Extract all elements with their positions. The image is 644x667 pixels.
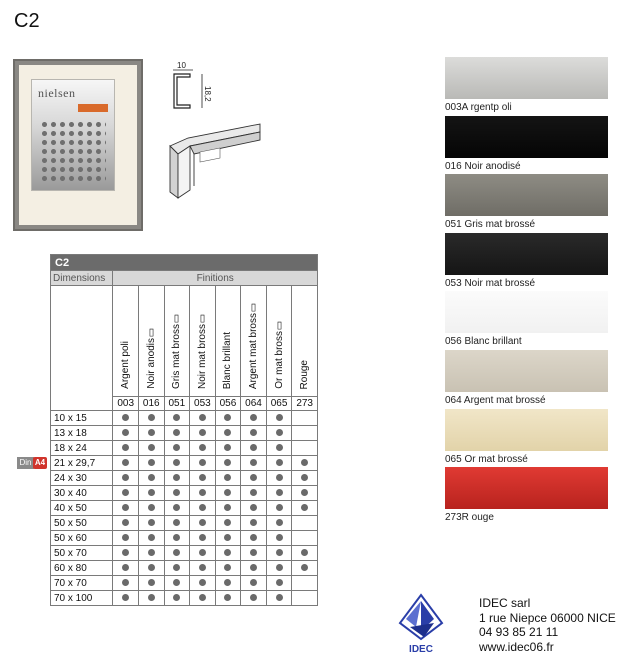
availability-cell (241, 501, 267, 516)
available-dot-icon (224, 474, 231, 481)
available-dot-icon (250, 489, 257, 496)
company-address: 1 rue Niepce 06000 NICE (479, 610, 616, 625)
availability-cell (190, 501, 216, 516)
available-dot-icon (173, 549, 180, 556)
available-dot-icon (250, 414, 257, 421)
available-dot-icon (199, 414, 206, 421)
page-title: C2 (14, 10, 40, 32)
availability-cell (241, 591, 267, 606)
available-dot-icon (122, 579, 129, 586)
availability-cell (138, 426, 164, 441)
frame-picture (31, 79, 115, 191)
availability-cell (113, 576, 139, 591)
available-dot-icon (250, 474, 257, 481)
availability-cell (266, 516, 292, 531)
available-dot-icon (173, 519, 180, 526)
available-dot-icon (224, 549, 231, 556)
finish-name-header (138, 286, 164, 397)
available-dot-icon (301, 474, 308, 481)
availability-cell (138, 471, 164, 486)
available-dot-icon (301, 459, 308, 466)
available-dot-icon (148, 489, 155, 496)
size-cell: 13 x 18 (51, 426, 113, 441)
availability-cell (215, 501, 241, 516)
availability-table (50, 254, 318, 606)
width-dim-label: 10 (177, 61, 186, 70)
availability-cell (292, 576, 318, 591)
availability-cell (266, 501, 292, 516)
availability-cell (164, 501, 190, 516)
availability-cell (292, 411, 318, 426)
size-cell: 70 x 100 (51, 591, 113, 606)
finish-swatch-label: 003A rgentp oli (445, 102, 512, 113)
availability-cell (215, 426, 241, 441)
availability-cell (190, 426, 216, 441)
availability-cell (113, 456, 139, 471)
availability-cell (190, 486, 216, 501)
availability-cell (266, 471, 292, 486)
availability-cell (138, 441, 164, 456)
availability-cell (215, 516, 241, 531)
profile-drawing (160, 58, 265, 203)
availability-cell (266, 426, 292, 441)
available-dot-icon (148, 429, 155, 436)
available-dot-icon (148, 594, 155, 601)
availability-cell (241, 486, 267, 501)
availability-cell (215, 546, 241, 561)
available-dot-icon (122, 489, 129, 496)
availability-cell (164, 531, 190, 546)
availability-cell (164, 456, 190, 471)
availability-cell (241, 531, 267, 546)
finish-name-header (190, 286, 216, 397)
available-dot-icon (276, 519, 283, 526)
available-dot-icon (250, 459, 257, 466)
availability-cell (138, 576, 164, 591)
finish-name-header (241, 286, 267, 397)
available-dot-icon (224, 504, 231, 511)
availability-cell (241, 471, 267, 486)
available-dot-icon (276, 474, 283, 481)
availability-cell (113, 426, 139, 441)
available-dot-icon (199, 444, 206, 451)
availability-cell (292, 441, 318, 456)
availability-cell (190, 516, 216, 531)
available-dot-icon (301, 489, 308, 496)
table-row (51, 471, 318, 486)
available-dot-icon (148, 579, 155, 586)
availability-cell (266, 561, 292, 576)
table-row (51, 501, 318, 516)
available-dot-icon (122, 414, 129, 421)
finish-name: Noir anodis▯ (145, 327, 157, 389)
availability-cell (113, 486, 139, 501)
size-cell: 40 x 50 (51, 501, 113, 516)
available-dot-icon (199, 594, 206, 601)
availability-cell (292, 456, 318, 471)
finish-code: 003 (113, 397, 139, 411)
finish-swatch-label: 016 Noir anodisé (445, 160, 521, 172)
availability-cell (190, 456, 216, 471)
finish-name-header (215, 286, 241, 397)
availability-cell (292, 426, 318, 441)
availability-cell (138, 561, 164, 576)
finish-name-header (113, 286, 139, 397)
finish-name: Argent poli (120, 341, 132, 389)
available-dot-icon (224, 564, 231, 571)
finish-swatch (445, 291, 608, 333)
available-dot-icon (224, 534, 231, 541)
available-dot-icon (250, 429, 257, 436)
finish-swatch-label: 051 Gris mat brossé (445, 219, 536, 231)
idec-logo (398, 593, 444, 655)
available-dot-icon (301, 564, 308, 571)
finish-name: Rouge (299, 359, 311, 389)
availability-cell (190, 561, 216, 576)
availability-cell (215, 576, 241, 591)
availability-cell (113, 561, 139, 576)
height-dim-label: 18,2 (203, 86, 212, 102)
availability-cell (241, 426, 267, 441)
size-cell: 18 x 24 (51, 441, 113, 456)
available-dot-icon (199, 579, 206, 586)
availability-cell (190, 471, 216, 486)
available-dot-icon (173, 459, 180, 466)
available-dot-icon (148, 459, 155, 466)
finish-code: 051 (164, 397, 190, 411)
size-cell: 60 x 80 (51, 561, 113, 576)
finish-names-row (51, 286, 318, 397)
available-dot-icon (199, 549, 206, 556)
available-dot-icon (122, 549, 129, 556)
table-row (51, 576, 318, 591)
available-dot-icon (148, 414, 155, 421)
available-dot-icon (224, 594, 231, 601)
available-dot-icon (122, 519, 129, 526)
available-dot-icon (148, 534, 155, 541)
finish-name: Gris mat bross▯ (171, 312, 183, 389)
availability-cell (164, 561, 190, 576)
availability-cell (266, 531, 292, 546)
available-dot-icon (173, 414, 180, 421)
finish-code: 065 (266, 397, 292, 411)
available-dot-icon (199, 564, 206, 571)
available-dot-icon (173, 504, 180, 511)
availability-cell (113, 546, 139, 561)
finish-swatch-label: 065 Or mat brossé (445, 453, 528, 465)
availability-cell (292, 516, 318, 531)
availability-cell (292, 471, 318, 486)
available-dot-icon (276, 444, 283, 451)
availability-cell (215, 591, 241, 606)
available-dot-icon (276, 534, 283, 541)
availability-cell (241, 456, 267, 471)
finish-name-header (266, 286, 292, 397)
available-dot-icon (148, 444, 155, 451)
table-row (51, 561, 318, 576)
din-a4-badge (17, 457, 47, 469)
available-dot-icon (224, 519, 231, 526)
company-name: IDEC sarl (479, 596, 531, 610)
availability-cell (164, 486, 190, 501)
availability-cell (113, 411, 139, 426)
table-row (51, 531, 318, 546)
profile-corner-3d (170, 124, 260, 198)
available-dot-icon (199, 504, 206, 511)
availability-cell (138, 456, 164, 471)
finish-swatch-label: 064 Argent mat brossé (445, 395, 546, 406)
table-name: C2 (51, 255, 318, 271)
company-info (479, 596, 616, 654)
available-dot-icon (122, 459, 129, 466)
availability-cell (215, 441, 241, 456)
availability-cell (138, 501, 164, 516)
available-dot-icon (250, 579, 257, 586)
table-row (51, 546, 318, 561)
availability-cell (138, 531, 164, 546)
availability-cell (241, 546, 267, 561)
availability-cell (241, 561, 267, 576)
available-dot-icon (122, 444, 129, 451)
company-website: www.idec06.fr (479, 639, 554, 654)
availability-cell (138, 591, 164, 606)
availability-cell (164, 576, 190, 591)
availability-cell (266, 546, 292, 561)
finish-name: Noir mat bross▯ (196, 312, 208, 389)
availability-cell (113, 591, 139, 606)
availability-cell (266, 411, 292, 426)
availability-cell (215, 531, 241, 546)
availability-cell (164, 591, 190, 606)
availability-cell (241, 441, 267, 456)
finish-swatch (445, 57, 608, 99)
finish-swatch-label: 053 Noir mat brossé (445, 277, 536, 289)
dimensions-header: Dimensions (51, 271, 113, 286)
finish-code: 064 (241, 397, 267, 411)
finish-swatch-label: 056 Blanc brillant (445, 336, 522, 348)
available-dot-icon (250, 564, 257, 571)
available-dot-icon (301, 549, 308, 556)
available-dot-icon (173, 534, 180, 541)
finish-swatch-label: 273R ouge (445, 512, 494, 524)
available-dot-icon (276, 429, 283, 436)
table-subheader-row (51, 271, 318, 286)
size-cell: 50 x 70 (51, 546, 113, 561)
availability-cell (113, 516, 139, 531)
size-cell: 21 x 29,7 (51, 456, 113, 471)
finish-code: 273 (292, 397, 318, 411)
available-dot-icon (224, 414, 231, 421)
availability-cell (190, 591, 216, 606)
available-dot-icon (122, 504, 129, 511)
available-dot-icon (250, 549, 257, 556)
available-dot-icon (276, 564, 283, 571)
availability-cell (292, 531, 318, 546)
availability-cell (266, 441, 292, 456)
available-dot-icon (122, 534, 129, 541)
availability-cell (292, 561, 318, 576)
availability-cell (215, 411, 241, 426)
available-dot-icon (276, 579, 283, 586)
finish-code: 056 (215, 397, 241, 411)
size-cell: 50 x 60 (51, 531, 113, 546)
availability-cell (292, 591, 318, 606)
table-row (51, 516, 318, 531)
size-cell: 10 x 15 (51, 411, 113, 426)
available-dot-icon (276, 414, 283, 421)
availability-cell (190, 576, 216, 591)
size-cell: 24 x 30 (51, 471, 113, 486)
availability-cell (266, 576, 292, 591)
photo-dot-pattern (40, 120, 106, 182)
available-dot-icon (173, 429, 180, 436)
available-dot-icon (148, 549, 155, 556)
size-cell: 50 x 50 (51, 516, 113, 531)
table-row (51, 486, 318, 501)
available-dot-icon (250, 519, 257, 526)
available-dot-icon (122, 564, 129, 571)
table-row (51, 411, 318, 426)
availability-cell (164, 546, 190, 561)
availability-cell (190, 411, 216, 426)
availability-cell (266, 486, 292, 501)
available-dot-icon (122, 474, 129, 481)
profile-section (174, 74, 190, 108)
company-phone: 04 93 85 21 11 (479, 625, 559, 639)
availability-cell (113, 471, 139, 486)
finish-name: Argent mat bross▯ (247, 301, 259, 389)
available-dot-icon (199, 459, 206, 466)
available-dot-icon (148, 519, 155, 526)
frame-photo (13, 59, 143, 231)
available-dot-icon (224, 429, 231, 436)
availability-cell (215, 456, 241, 471)
available-dot-icon (250, 534, 257, 541)
availability-cell (164, 426, 190, 441)
availability-cell (138, 486, 164, 501)
available-dot-icon (224, 579, 231, 586)
available-dot-icon (173, 489, 180, 496)
available-dot-icon (173, 564, 180, 571)
availability-cell (292, 501, 318, 516)
available-dot-icon (199, 429, 206, 436)
finish-swatch (445, 233, 608, 275)
available-dot-icon (276, 504, 283, 511)
available-dot-icon (148, 504, 155, 511)
availability-cell (190, 546, 216, 561)
available-dot-icon (173, 444, 180, 451)
available-dot-icon (250, 444, 257, 451)
photo-brand-text: nielsen (38, 86, 76, 100)
available-dot-icon (250, 594, 257, 601)
finish-swatch (445, 350, 608, 392)
availability-cell (164, 441, 190, 456)
available-dot-icon (224, 444, 231, 451)
finish-swatch (445, 467, 608, 509)
available-dot-icon (199, 519, 206, 526)
availability-cell (164, 411, 190, 426)
available-dot-icon (276, 489, 283, 496)
availability-cell (113, 441, 139, 456)
availability-cell (215, 486, 241, 501)
available-dot-icon (276, 459, 283, 466)
finish-code: 053 (190, 397, 216, 411)
availability-cell (138, 546, 164, 561)
available-dot-icon (276, 549, 283, 556)
table-row (51, 591, 318, 606)
finitions-header: Finitions (113, 271, 318, 286)
available-dot-icon (199, 534, 206, 541)
finish-name: Or mat bross▯ (273, 320, 285, 389)
availability-cell (266, 456, 292, 471)
din-label: Din (17, 457, 34, 469)
availability-cell (164, 471, 190, 486)
availability-cell (292, 546, 318, 561)
finish-name-header (164, 286, 190, 397)
finish-swatch (445, 409, 608, 451)
available-dot-icon (199, 474, 206, 481)
table-header-row (51, 255, 318, 271)
photo-tag (78, 104, 108, 112)
availability-cell (292, 486, 318, 501)
available-dot-icon (224, 489, 231, 496)
finish-swatch (445, 174, 608, 216)
availability-cell (113, 531, 139, 546)
table-row (51, 426, 318, 441)
available-dot-icon (173, 579, 180, 586)
available-dot-icon (199, 489, 206, 496)
availability-cell (190, 441, 216, 456)
available-dot-icon (224, 459, 231, 466)
availability-cell (241, 411, 267, 426)
finish-swatch (445, 116, 608, 158)
size-cell: 70 x 70 (51, 576, 113, 591)
availability-cell (215, 561, 241, 576)
availability-cell (241, 516, 267, 531)
size-cell: 30 x 40 (51, 486, 113, 501)
availability-cell (190, 531, 216, 546)
available-dot-icon (122, 594, 129, 601)
available-dot-icon (250, 504, 257, 511)
finish-name-header (292, 286, 318, 397)
a4-label: A4 (34, 458, 46, 467)
availability-cell (241, 576, 267, 591)
available-dot-icon (148, 474, 155, 481)
availability-cell (138, 411, 164, 426)
available-dot-icon (301, 504, 308, 511)
available-dot-icon (148, 564, 155, 571)
available-dot-icon (173, 594, 180, 601)
availability-cell (138, 516, 164, 531)
availability-cell (266, 591, 292, 606)
availability-cell (113, 501, 139, 516)
finish-name: Blanc brillant (222, 331, 234, 389)
availability-cell (215, 471, 241, 486)
available-dot-icon (173, 474, 180, 481)
names-spacer (51, 286, 113, 411)
table-row (51, 441, 318, 456)
logo-text: IDEC (409, 644, 433, 655)
available-dot-icon (122, 429, 129, 436)
finish-code: 016 (138, 397, 164, 411)
available-dot-icon (276, 594, 283, 601)
table-row (51, 456, 318, 471)
availability-cell (164, 516, 190, 531)
